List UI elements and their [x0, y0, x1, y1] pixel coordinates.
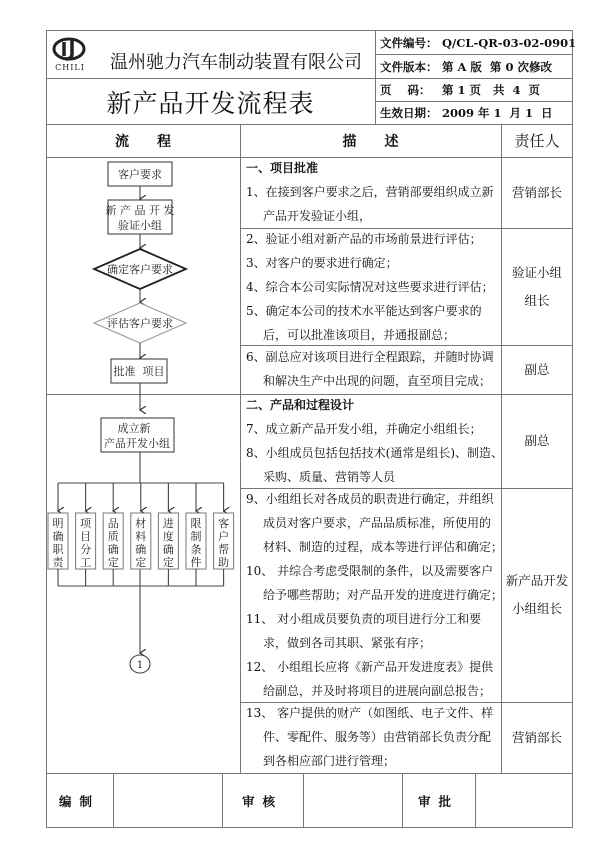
page-title: 新产品开发流程表 [106, 89, 315, 118]
description-line: 一、项目批准 [246, 161, 319, 175]
description-line: 11、 对小组成员要负责的项目进行分工和要 [246, 612, 482, 626]
flow-task-label: 件 [190, 556, 202, 569]
company-name: 温州驰力汽车制动装置有限公司 [110, 52, 362, 73]
responsible-person: 新产品开发 小组组长 [505, 573, 569, 616]
flow-task-label: 户 [218, 530, 230, 543]
footer-approve-label: 审批 [417, 793, 459, 809]
meta-value: 2009 年 1 月 1 日 [442, 105, 553, 120]
flow-task-label: 客 [218, 517, 230, 530]
description-line: 4、综合本公司实际情况对这些要求进行评估； [246, 280, 494, 294]
flow-task-label: 助 [218, 556, 230, 569]
meta-value: 第 1 页 共 4 页 [442, 82, 541, 97]
flow-task-label: 职 [52, 543, 64, 556]
logo-text: CHILI [55, 63, 85, 72]
description-line: 件、零配件、服务等）由营销部长负责分配 [263, 730, 492, 744]
description-line: 6、副总应对该项目进行全程跟踪，并随时协调 [246, 349, 494, 364]
flow-task-label: 制 [190, 530, 202, 543]
responsible-person: 验证小组 组长 [511, 264, 562, 308]
meta-label: 生效日期： [380, 105, 438, 120]
flow-label: 批准 项目 [113, 365, 165, 378]
description-line: 2、验证小组对新产品的市场前景进行评估； [246, 232, 482, 246]
flow-task-label: 定 [107, 556, 119, 569]
meta-label: 文件编号： [380, 35, 438, 50]
flow-task-label: 确 [52, 530, 64, 543]
flow-label: 产品开发小组 [104, 437, 170, 450]
responsible-person: 副总 [524, 361, 550, 377]
description-line: 成员对客户要求，产品品质标准，所使用的 [263, 516, 492, 530]
flow-label: 新 产 品 开 发 [105, 204, 175, 217]
description-line: 1、在接到客户要求之后，营销部要组织成立新 [246, 185, 494, 199]
description-line: 5、确定本公司的技术水平能达到客户要求的 [246, 304, 482, 318]
flow-task-label: 项 [80, 517, 92, 530]
description-line: 和解决生产中出现的问题，直至项目完成； [263, 373, 492, 388]
description-line: 13、 客户提供的财产（如图纸、电子文件、样 [246, 706, 494, 720]
flow-task-label: 限 [190, 517, 202, 530]
column-header-resp: 责任人 [514, 132, 560, 150]
description-line: 10、 并综合考虑受限制的条件，以及需要客户 [246, 564, 494, 578]
flow-task-label: 工 [80, 556, 92, 569]
flow-task-label: 条 [190, 543, 202, 556]
meta-value: Q/CL-QR-03-02-0901 [442, 35, 577, 50]
footer-compile-label: 编制 [58, 793, 100, 809]
flow-task-label: 定 [162, 556, 174, 569]
flow-label: 确定客户要求 [107, 263, 173, 276]
flow-label: 验证小组 [118, 219, 162, 232]
flow-task-label: 度 [162, 530, 174, 543]
flow-task-label: 责 [52, 556, 64, 569]
flow-task-label: 料 [135, 530, 147, 543]
footer-approve-field[interactable] [475, 773, 573, 828]
flow-task-boxes [48, 483, 234, 586]
description-line: 8、小组成员包括包括技术(通常是组长)、制造、 [246, 446, 503, 460]
description-line: 给副总，并及时将项目的进展向副总报告； [263, 684, 492, 698]
description-line: 采购、质量、营销等人员 [263, 470, 396, 484]
responsible-person: 副总 [524, 433, 550, 448]
description-line: 9、小组组长对各成员的职责进行确定，并组织 [246, 492, 494, 506]
description-line: 到各相应部门进行管理； [263, 754, 396, 768]
description-line: 后，可以批准该项目，并通报副总； [263, 328, 456, 342]
flow-task-label: 质 [107, 530, 119, 543]
flow-task-label: 确 [162, 543, 174, 556]
footer-review-label: 审核 [241, 793, 283, 809]
footer-compile-field[interactable] [113, 773, 222, 828]
column-header-desc: 描 述 [342, 133, 399, 150]
flow-task-label: 材 [135, 517, 147, 530]
flow-task-label: 明 [52, 517, 64, 530]
meta-label: 文件版本： [380, 59, 438, 74]
flow-label: 成立新 [117, 422, 151, 435]
footer-review-field[interactable] [303, 773, 402, 828]
flow-task-label: 分 [80, 543, 92, 556]
responsible-person: 营销部长 [511, 729, 562, 745]
flow-task-label: 目 [80, 530, 92, 543]
flow-task-label: 进 [162, 517, 174, 530]
flow-label: 客户要求 [118, 168, 162, 181]
meta-value: 第 A 版 第 0 次修改 [442, 59, 552, 74]
description-line: 7、成立新产品开发小组，并确定小组组长； [246, 422, 482, 436]
description-line: 二、产品和过程设计 [246, 398, 355, 412]
description-line: 材料、制造的过程，成本等进行评估和确定； [263, 540, 504, 554]
responsible-person: 营销部长 [511, 184, 562, 200]
flow-connector-label: 1 [136, 660, 144, 671]
flow-task-label: 确 [107, 543, 119, 556]
flow-task-label: 品 [107, 517, 119, 530]
meta-label: 页 码： [380, 82, 431, 97]
flow-task-label: 帮 [218, 543, 230, 556]
flow-task-label: 定 [135, 556, 147, 569]
description-line: 求，做到各司其职、紧张有序； [263, 636, 432, 650]
description-line: 12、 小组组长应将《新产品开发进度表》提供 [246, 660, 494, 674]
flow-task-label: 确 [135, 543, 147, 556]
description-line: 3、对客户的要求进行确定； [246, 256, 398, 270]
description-line: 给予哪些帮助；对产品开发的进度进行确定； [263, 588, 504, 602]
column-header-flow: 流 程 [115, 133, 171, 150]
flow-label: 评估客户要求 [107, 317, 173, 330]
description-line: 产品开发验证小组， [263, 209, 372, 223]
